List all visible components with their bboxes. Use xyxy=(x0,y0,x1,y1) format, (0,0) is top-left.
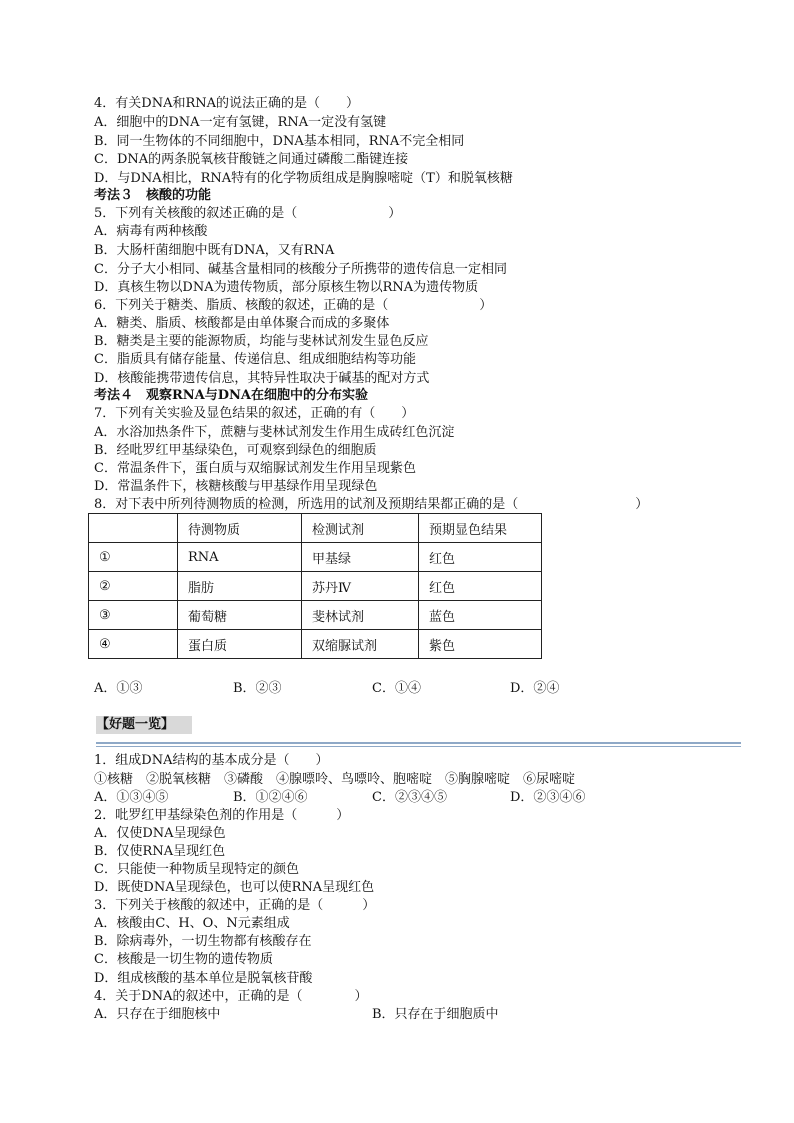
section-heading-3: 考法３ 核酸的功能 xyxy=(94,188,212,203)
table-cell: 双缩脲试剂 xyxy=(302,630,419,659)
table-cell: 红色 xyxy=(419,572,542,601)
q5-option-d: D．真核生物以DNA为遗传物质，部分原核生物以RNA为遗传物质 xyxy=(94,280,479,295)
table-cell: 葡萄糖 xyxy=(178,601,302,630)
divider xyxy=(96,746,741,747)
q4-stem: 4．有关DNA和RNA的说法正确的是（ ） xyxy=(94,96,360,111)
table-cell: 甲基绿 xyxy=(302,543,419,572)
q5-option-b: B．大肠杆菌细胞中既有DNA，又有RNA xyxy=(94,243,335,258)
g3-option-a: A．核酸由C、H、O、N元素组成 xyxy=(94,916,290,931)
table-cell: 斐林试剂 xyxy=(302,601,419,630)
divider xyxy=(96,742,741,744)
g2-option-d: D．既使DNA呈现绿色，也可以使RNA呈现红色 xyxy=(94,880,375,895)
q4-option-c: C．DNA的两条脱氧核苷酸链之间通过磷酸二酯键连接 xyxy=(94,152,409,167)
g1-items: ①核糖 ②脱氧核糖 ③磷酸 ④腺嘌呤、鸟嘌呤、胞嘧啶 ⑤胸腺嘧啶 ⑥尿嘧啶 xyxy=(94,772,576,787)
g4-stem: 4．关于DNA的叙述中，正确的是（ ） xyxy=(94,989,368,1004)
q7-option-b: B．经吡罗红甲基绿染色，可观察到绿色的细胞质 xyxy=(94,443,377,458)
g2-option-a: A．仅使DNA呈现绿色 xyxy=(94,826,226,841)
q8-option-d: D．②④ xyxy=(510,681,560,696)
q7-option-a: A．水浴加热条件下，蔗糖与斐林试剂发生作用生成砖红色沉淀 xyxy=(94,425,455,440)
q5-stem: 5．下列有关核酸的叙述正确的是（ ） xyxy=(94,206,402,221)
table-row xyxy=(89,601,542,630)
section-banner: 【好题一览】 xyxy=(96,716,192,734)
table-cell: 蛋白质 xyxy=(178,630,302,659)
table-row xyxy=(89,630,542,659)
g4-option-b: B．只存在于细胞质中 xyxy=(372,1007,499,1022)
q8-table xyxy=(88,513,542,659)
table-header-cell: 待测物质 xyxy=(178,514,302,543)
g2-stem: 2．吡罗红甲基绿染色剂的作用是（ ） xyxy=(94,808,350,823)
q8-option-a: A．①③ xyxy=(94,681,143,696)
table-header-cell: 预期显色结果 xyxy=(419,514,542,543)
q4-option-b: B．同一生物体的不同细胞中，DNA基本相同，RNA不完全相同 xyxy=(94,134,465,149)
q6-stem: 6．下列关于糖类、脂质、核酸的叙述，正确的是（ ） xyxy=(94,298,493,313)
g1-option-b: B．①②④⑥ xyxy=(233,790,308,805)
section-heading-4: 考法４ 观察RNA与DNA在细胞中的分布实验 xyxy=(94,388,369,403)
table-cell: 紫色 xyxy=(419,630,542,659)
table-cell: ③ xyxy=(89,601,178,630)
g1-stem: 1．组成DNA结构的基本成分是（ ） xyxy=(94,753,329,768)
q6-option-b: B．糖类是主要的能源物质，均能与斐林试剂发生显色反应 xyxy=(94,334,429,349)
table-cell: 红色 xyxy=(419,543,542,572)
table-header-cell xyxy=(89,514,178,543)
g3-option-d: D．组成核酸的基本单位是脱氧核苷酸 xyxy=(94,971,313,986)
g1-option-d: D．②③④⑥ xyxy=(510,790,586,805)
g3-option-b: B．除病毒外，一切生物都有核酸存在 xyxy=(94,934,312,949)
q7-stem: 7．下列有关实验及显色结果的叙述，正确的有（ ） xyxy=(94,406,415,421)
q8-option-c: C．①④ xyxy=(372,681,421,696)
table-cell: 蓝色 xyxy=(419,601,542,630)
g1-option-c: C．②③④⑤ xyxy=(372,790,447,805)
table-row xyxy=(89,572,542,601)
g1-option-a: A．①③④⑤ xyxy=(94,790,169,805)
q5-option-a: A．病毒有两种核酸 xyxy=(94,224,208,239)
g3-stem: 3．下列关于核酸的叙述中，正确的是（ ） xyxy=(94,898,376,913)
q6-option-d: D．核酸能携带遗传信息，其特异性取决于碱基的配对方式 xyxy=(94,371,430,386)
table-cell: ② xyxy=(89,572,178,601)
g4-option-a: A．只存在于细胞核中 xyxy=(94,1007,221,1022)
table-cell: RNA xyxy=(178,543,302,572)
table-cell: 脂肪 xyxy=(178,572,302,601)
q4-option-a: A．细胞中的DNA一定有氢键，RNA一定没有氢键 xyxy=(94,115,387,130)
q6-option-c: C．脂质具有储存能量、传递信息、组成细胞结构等功能 xyxy=(94,352,416,367)
g2-option-b: B．仅使RNA呈现红色 xyxy=(94,844,226,859)
g2-option-c: C．只能使一种物质呈现特定的颜色 xyxy=(94,862,299,877)
table-row xyxy=(89,543,542,572)
q4-option-d: D．与DNA相比，RNA特有的化学物质组成是胸腺嘧啶（T）和脱氧核糖 xyxy=(94,171,513,186)
q5-option-c: C．分子大小相同、碱基含量相同的核酸分子所携带的遗传信息一定相同 xyxy=(94,262,507,277)
table-header-cell: 检测试剂 xyxy=(302,514,419,543)
q6-option-a: A．糖类、脂质、核酸都是由单体聚合而成的多聚体 xyxy=(94,316,390,331)
q8-option-b: B．②③ xyxy=(233,681,282,696)
q8-stem: 8．对下表中所列待测物质的检测，所选用的试剂及预期结果都正确的是（ ） xyxy=(94,497,649,512)
table-cell: 苏丹Ⅳ xyxy=(302,572,419,601)
table-cell: ① xyxy=(89,543,178,572)
table-cell: ④ xyxy=(89,630,178,659)
table-header-row xyxy=(89,514,542,543)
q7-option-c: C．常温条件下，蛋白质与双缩脲试剂发生作用呈现紫色 xyxy=(94,461,416,476)
q7-option-d: D．常温条件下，核糖核酸与甲基绿作用呈现绿色 xyxy=(94,479,378,494)
g3-option-c: C．核酸是一切生物的遗传物质 xyxy=(94,952,273,967)
